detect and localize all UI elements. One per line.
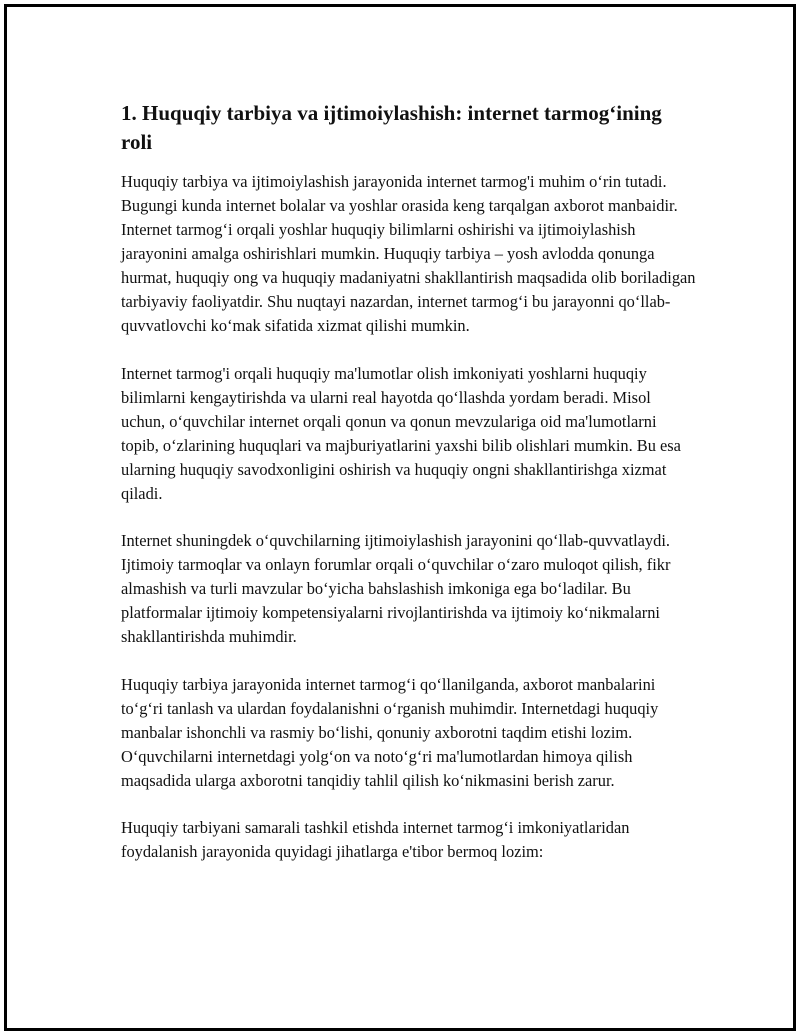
paragraph-1: Huquqiy tarbiya va ijtimoiylashish jarayonida internet tarmog'i muhim o‘rin tutadi. Bugungi kunda internet bolalar va yoshlar orasida keng tarqalgan axborot manbaidir. Internet tarmog‘i orqali yoshlar huquqiy bilimlarni oshirishi va ijtimoiylashish jarayonini amalga oshirishlari mumkin. Huquqiy tarbiya – yosh avlodda qonunga hurmat, huquqiy ong va huquqiy madaniyatni shakllantirish maqsadida olib boriladigan tarbiyaviy faoliyatdir. Shu nuqtayi nazardan, internet tarmog‘i bu jarayonni qo‘llab-quvvatlovchi ko‘mak sifatida xizmat qilishi mumkin. bbox=[121, 172, 696, 335]
section-heading: 1. Huquqiy tarbiya va ijtimoiylashish: internet tarmog‘ining roli bbox=[121, 101, 662, 154]
page-frame bbox=[4, 4, 796, 1031]
paragraph-4: Huquqiy tarbiya jarayonida internet tarmog‘i qo‘llanilganda, axborot manbalarini to‘g‘ri tanlash va ulardan foydalanishni o‘rganish muhimdir. Internetdagi huquqiy manbalar ishonchli va rasmiy bo‘lishi, qonuniy axborotni taqdim etishi lozim. O‘quvchilarni internetdagi yolg‘on va noto‘g‘ri ma'lumotlardan himoya qilish maqsadida ularga axborotni tanqidiy tahlil qilish ko‘nikmasini berish zarur. bbox=[121, 674, 659, 790]
paragraph-5: Huquqiy tarbiyani samarali tashkil etishda internet tarmog‘i imkoniyatlaridan foydalanish jarayonida quyidagi jihatlarga e'tibor bermoq lozim: bbox=[121, 818, 630, 861]
document-body bbox=[121, 99, 697, 888]
paragraph-2: Internet tarmog'i orqali huquqiy ma'lumotlar olish imkoniyati yoshlarni huquqiy bilimlarni kengaytirishda va ularni real hayotda qo‘llashda yordam beradi. Misol uchun, o‘quvchilar internet orqali qonun va qonun mevzulariga oid ma'lumotlarni topib, o‘zlarining huquqlari va majburiyatlarini yaxshi bilib olishlari mumkin. Bu esa ularning huquqiy savodxonligini oshirish va huquqiy ongni shakllantirishga xizmat qiladi. bbox=[121, 363, 681, 503]
paragraph-3: Internet shuningdek o‘quvchilarning ijtimoiylashish jarayonini qo‘llab-quvvatlaydi. Ijtimoiy tarmoqlar va onlayn forumlar orqali o‘quvchilar o‘zaro muloqot qilish, fikr almashish va turli mavzular bo‘yicha bahslashish imkoniga ega bo‘ladilar. Bu platformalar ijtimoiy kompetensiyalarni rivojlantirishda va ijtimoiy ko‘nikmalarni shakllantirishda muhimdir. bbox=[121, 531, 671, 646]
